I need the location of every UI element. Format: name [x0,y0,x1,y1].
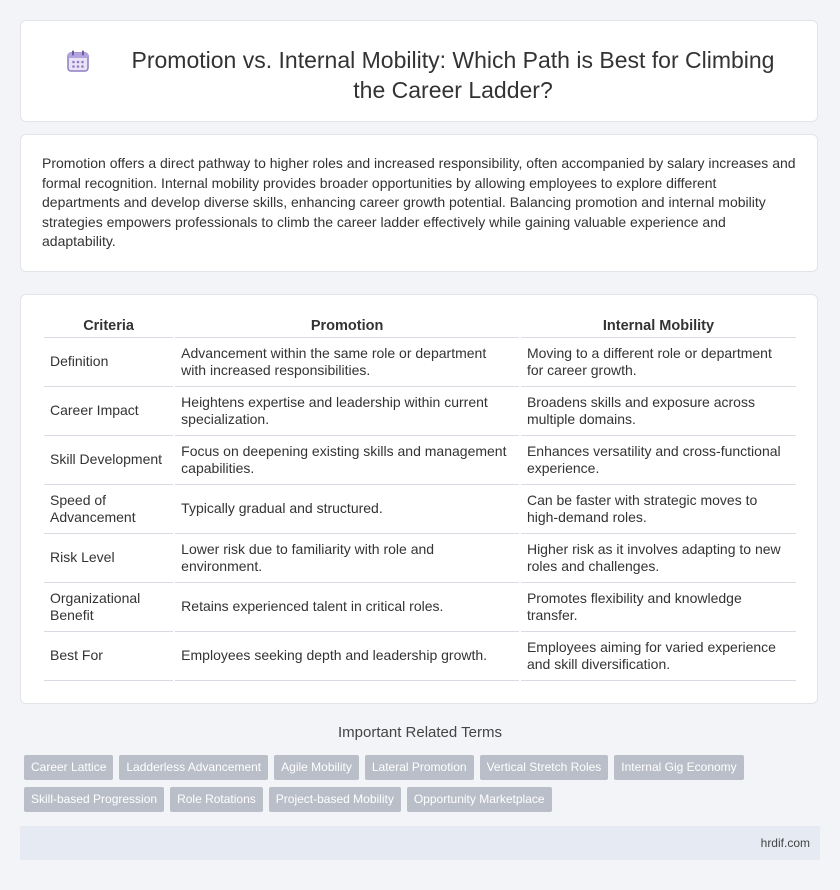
promotion-cell: Typically gradual and structured. [175,485,519,534]
related-terms-row [24,755,804,780]
table-row [44,583,796,632]
table-row [44,387,796,436]
internal-mobility-cell: Employees aiming for varied experience and skill diversification. [521,632,796,681]
table-row [44,534,796,583]
related-terms-heading: Important Related Terms [338,724,502,741]
criteria-cell: Organizational Benefit [44,583,173,632]
tag-opportunity-marketplace[interactable]: Opportunity Marketplace [407,787,552,812]
promotion-cell: Advancement within the same role or department with increased responsibilities. [175,338,519,387]
table-header-row [44,315,796,338]
criteria-cell: Definition [44,338,173,387]
calendar-icon [65,48,91,74]
tag-lateral-promotion[interactable]: Lateral Promotion [365,755,474,780]
tag-agile-mobility[interactable]: Agile Mobility [274,755,359,780]
tag-career-lattice[interactable]: Career Lattice [24,755,113,780]
internal-mobility-cell: Promotes flexibility and knowledge transfer. [521,583,796,632]
tag-project-based-mobility[interactable]: Project-based Mobility [269,787,401,812]
internal-mobility-cell: Broadens skills and exposure across multiple domains. [521,387,796,436]
criteria-cell: Risk Level [44,534,173,583]
criteria-cell: Best For [44,632,173,681]
table-row [44,632,796,681]
related-terms-row [24,787,804,812]
intro-paragraph: Promotion offers a direct pathway to higher roles and increased responsibility, often accompanied by salary increases and formal recognition. Internal mobility provides broader opportunities by allowing employees to explore different departments and develop diverse skills, enhancing career growth potential. Balancing promotion and internal mobility strategies empowers professionals to climb the career ladder effectively while gaining valuable experience and adaptability. [42,155,796,250]
header-promotion: Promotion [175,315,519,338]
promotion-cell: Focus on deepening existing skills and management capabilities. [175,436,519,485]
tag-vertical-stretch-roles[interactable]: Vertical Stretch Roles [480,755,609,780]
tag-internal-gig-economy[interactable]: Internal Gig Economy [614,755,743,780]
comparison-table [42,315,798,681]
internal-mobility-cell: Can be faster with strategic moves to high-demand roles. [521,485,796,534]
table-row [44,436,796,485]
internal-mobility-cell: Enhances versatility and cross-functional experience. [521,436,796,485]
footer-site-link[interactable]: hrdif.com [760,836,810,850]
tag-ladderless-advancement[interactable]: Ladderless Advancement [119,755,268,780]
tag-role-rotations[interactable]: Role Rotations [170,787,263,812]
criteria-cell: Skill Development [44,436,173,485]
footer [20,826,820,860]
title-card [20,20,818,122]
promotion-cell: Employees seeking depth and leadership growth. [175,632,519,681]
internal-mobility-cell: Higher risk as it involves adapting to new roles and challenges. [521,534,796,583]
table-row [44,338,796,387]
criteria-cell: Career Impact [44,387,173,436]
promotion-cell: Heightens expertise and leadership within current specialization. [175,387,519,436]
comparison-table-card [20,294,818,704]
promotion-cell: Retains experienced talent in critical roles. [175,583,519,632]
internal-mobility-cell: Moving to a different role or department for career growth. [521,338,796,387]
table-row [44,485,796,534]
page-title: Promotion vs. Internal Mobility: Which Path is Best for Climbing the Career Ladder? [131,47,775,103]
promotion-cell: Lower risk due to familiarity with role and environment. [175,534,519,583]
intro-card [20,134,818,272]
tag-skill-based-progression[interactable]: Skill-based Progression [24,787,164,812]
header-internal-mobility: Internal Mobility [521,315,796,338]
header-criteria: Criteria [44,315,173,338]
criteria-cell: Speed of Advancement [44,485,173,534]
